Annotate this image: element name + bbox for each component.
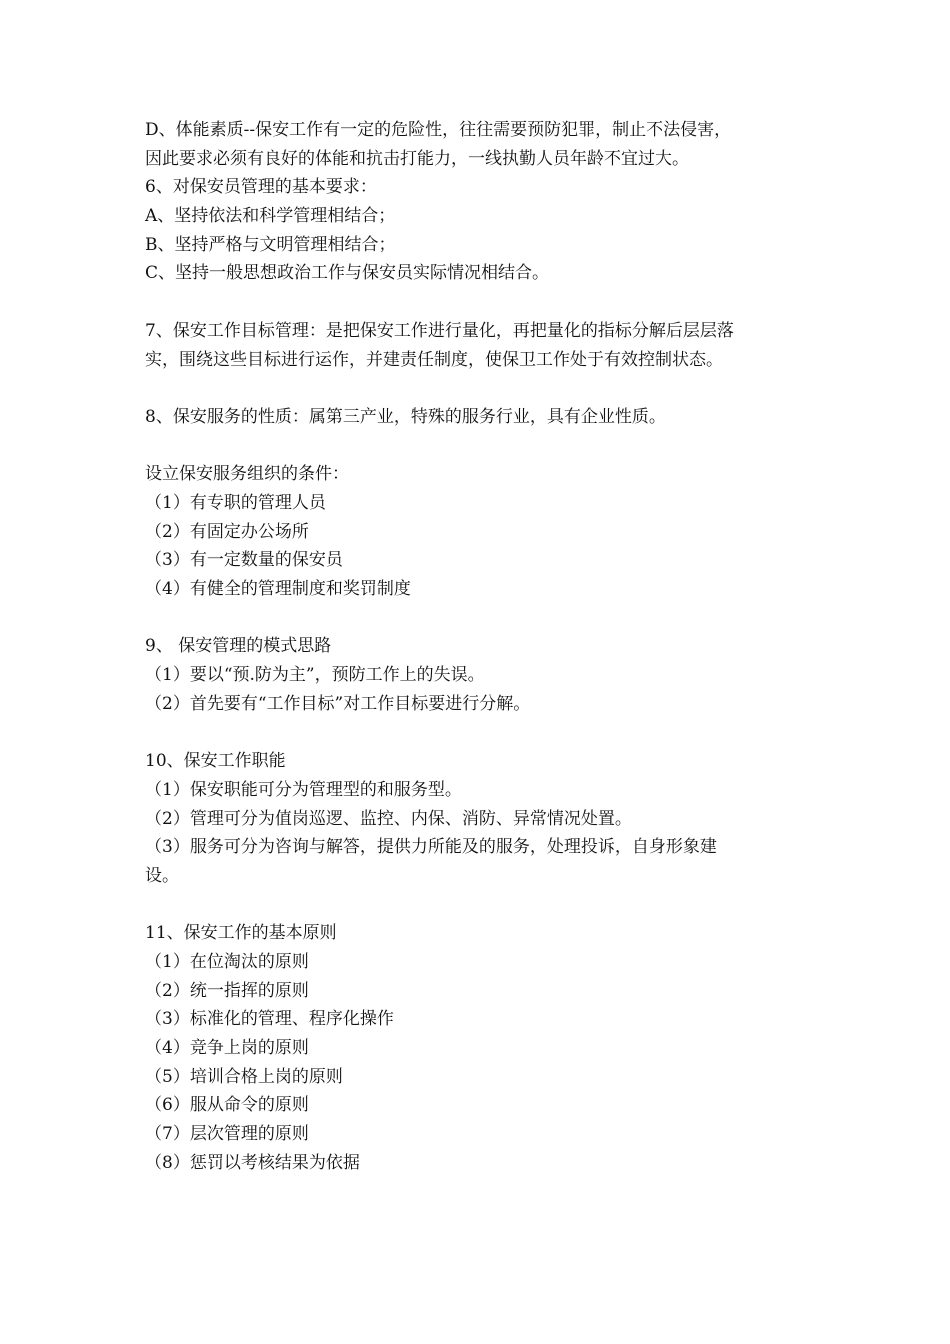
list-item: （4）有健全的管理制度和奖罚制度	[145, 579, 411, 599]
list-item: （6）服从命令的原则	[145, 1095, 309, 1116]
text-line: 7、保安工作目标管理：是把保安工作进行量化，再把量化的指标分解后层层落	[145, 320, 734, 341]
text-line: 8、保安服务的性质：属第三产业，特殊的服务行业，具有企业性质。	[145, 406, 666, 427]
paragraph-gap	[145, 718, 815, 747]
section-target-management	[145, 317, 815, 374]
list-item: （5）培训合格上岗的原则	[145, 1066, 343, 1087]
section-work-functions	[145, 747, 815, 890]
text-line: B、坚持严格与文明管理相结合；	[145, 234, 396, 255]
section-management-model	[145, 632, 815, 718]
section-heading: 10、保安工作职能	[145, 751, 286, 772]
section-basic-principles	[145, 919, 815, 1177]
list-item: （1）要以“预.防为主”，预防工作上的失误。	[145, 665, 485, 686]
text-line: 6、对保安员管理的基本要求：	[145, 177, 377, 198]
paragraph-gap	[145, 432, 815, 461]
section-heading: 9、 保安管理的模式思路	[145, 636, 332, 657]
paragraph-gap	[145, 288, 815, 317]
list-item: （2）有固定办公场所	[145, 521, 309, 542]
text-line: D、体能素质--保安工作有一定的危险性，往往需要预防犯罪，制止不法侵害，	[145, 120, 732, 140]
list-item: （1）在位淘汰的原则	[145, 951, 309, 972]
list-item: （2）首先要有“工作目标”对工作目标要进行分解。	[145, 693, 531, 714]
list-item-continuation: 设。	[145, 865, 179, 886]
section-service-nature	[145, 403, 815, 432]
section-organization-conditions	[145, 460, 815, 603]
list-item: （3）服务可分为咨询与解答，提供力所能及的服务，处理投诉，自身形象建	[145, 837, 717, 858]
paragraph-gap	[145, 374, 815, 403]
text-line: 实，围绕这些目标进行运作，并建责任制度，使保卫工作处于有效控制状态。	[145, 349, 723, 370]
text-line: A、坚持依法和科学管理相结合；	[145, 206, 396, 227]
list-item: （1）有专职的管理人员	[145, 492, 326, 513]
text-line: C、坚持一般思想政治工作与保安员实际情况相结合。	[145, 263, 550, 284]
list-item: （4）竞争上岗的原则	[145, 1038, 309, 1058]
list-item: （3）标准化的管理、程序化操作	[145, 1009, 394, 1030]
paragraph-gap	[145, 891, 815, 920]
section-physical-quality	[145, 116, 815, 288]
section-heading: 11、保安工作的基本原则	[145, 923, 337, 944]
document-page	[145, 116, 815, 1177]
paragraph-gap	[145, 604, 815, 633]
text-line: 因此要求必须有良好的体能和抗击打能力，一线执勤人员年龄不宜过大。	[145, 148, 689, 169]
list-item: （2）管理可分为值岗巡逻、监控、内保、消防、异常情况处置。	[145, 808, 632, 829]
list-item: （8）惩罚以考核结果为依据	[145, 1152, 360, 1173]
text-line: 设立保安服务组织的条件：	[145, 464, 349, 485]
list-item: （1）保安职能可分为管理型的和服务型。	[145, 779, 462, 800]
list-item: （3）有一定数量的保安员	[145, 550, 343, 571]
list-item: （7）层次管理的原则	[145, 1124, 309, 1145]
list-item: （2）统一指挥的原则	[145, 980, 309, 1001]
